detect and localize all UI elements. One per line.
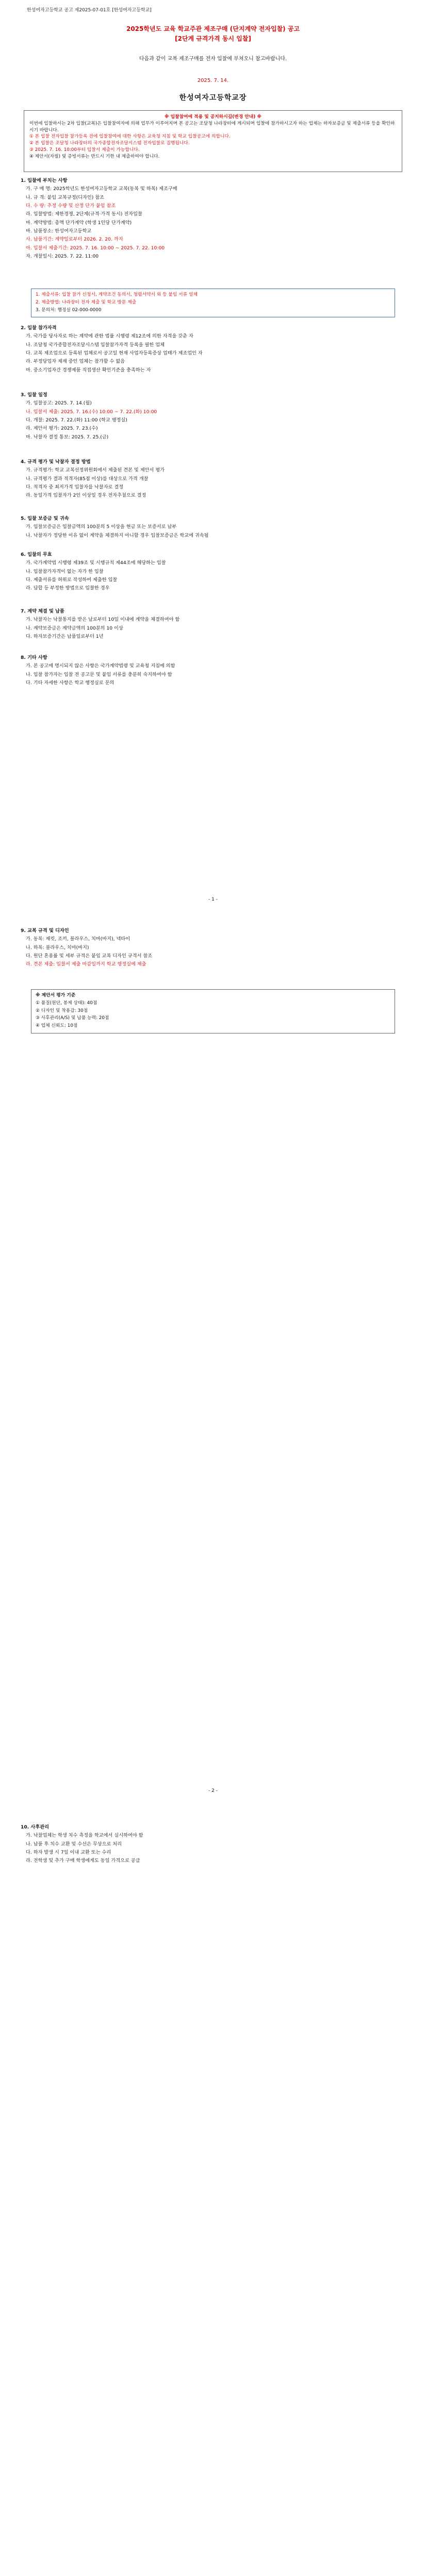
section-item: 다. 하자보증기간은 납품일로부터 1년 <box>26 634 104 640</box>
notice-box-line: ④ 제안서(자필) 및 증빙서류는 반드시 기한 내 제출하여야 합니다. <box>29 154 160 159</box>
section-7 <box>21 608 402 641</box>
info-line: 3. 문의처: 행정실 02-000-0000 <box>36 307 102 313</box>
section-item: 가. 입찰공고: 2025. 7. 14.(월) <box>26 400 92 406</box>
section-item: 라. 동일가격 입찰자가 2인 이상일 경우 전자추첨으로 결정 <box>26 493 146 499</box>
section-item: 나. 규격평가 결과 적격자(85점 이상)를 대상으로 가격 개찰 <box>26 476 149 482</box>
title-line-2: [2단계 규격가격 동시 입찰] <box>175 35 251 43</box>
section-1 <box>21 177 402 261</box>
intro-text: 다음과 같이 교복 제조구매를 전자 입찰에 부쳐오니 참고바랍니다. <box>139 56 287 62</box>
section-item: 가. 낙찰업체는 학생 치수 측정을 학교에서 실시하여야 함 <box>26 1833 143 1839</box>
page-number: - 2 - <box>208 1788 218 1793</box>
section-item: 바. 납품장소: 한성여자고등학교 <box>26 228 92 234</box>
section-item: 나. 하복: 블라우스, 치마(바지) <box>26 944 89 951</box>
info-box-blue <box>31 289 395 317</box>
section-item: 아. 입찰서 제출기간: 2025. 7. 16. 10:00 ~ 2025. 7. 22. 10:00 <box>26 245 165 251</box>
note-line: ④ 업체 신뢰도: 10점 <box>36 1023 78 1028</box>
section-10 <box>21 1824 402 1866</box>
section-title: 9. 교복 규격 및 디자인 <box>21 928 69 934</box>
section-title: 10. 사후관리 <box>21 1824 49 1830</box>
title-block <box>0 25 426 44</box>
section-title: 1. 입찰에 부치는 사항 <box>21 178 68 183</box>
section-8 <box>21 654 402 688</box>
notice-box-line: ② 본 입찰은 조달청 나라장터의 국가종합전자조달시스템 전자입찰로 집행됩니다. <box>29 141 190 146</box>
section-item: 라. 전학생 및 추가 구매 학생에게도 동일 가격으로 공급 <box>26 1858 140 1864</box>
section-item: 다. 개찰: 2025. 7. 22.(화) 11:00 (학교 행정실) <box>26 417 127 423</box>
section-5 <box>21 515 402 540</box>
section-item: 라. 부정당업자 제재 중인 업체는 참가할 수 없음 <box>26 359 125 365</box>
title-line-1: 2025학년도 교육 학교주관 제조구매 (단지계약 전자입찰) 공고 <box>126 25 300 32</box>
section-item: 사. 납품기간: 계약일로부터 2026. 2. 20. 까지 <box>26 236 123 243</box>
section-title: 5. 입찰 보증금 및 귀속 <box>21 516 69 521</box>
notice-box-line: ① 본 입찰 전자입찰 참가등록 전에 입찰참여에 대한 사항은 교육청 지침 및 학교 입찰공고에 의합니다. <box>29 134 231 140</box>
note-line: ③ 사후관리(A/S) 및 납품 능력: 20점 <box>36 1015 109 1021</box>
evaluation-box <box>31 989 395 1033</box>
section-item: 가. 국가계약법 시행령 제39조 및 시행규칙 제44조에 해당하는 입찰 <box>26 560 166 566</box>
info-line: 2. 제출방법: 나라장터 전자 제출 및 학교 방문 제출 <box>36 299 137 305</box>
notice-box <box>24 110 402 172</box>
section-6 <box>21 551 402 594</box>
section-item: 나. 계약보증금은 계약금액의 100분의 10 이상 <box>26 625 123 631</box>
section-title: 8. 기타 사항 <box>21 655 47 660</box>
section-item: 다. 수 량: 추정 수량 및 산정 단가 붙임 참조 <box>26 203 116 209</box>
section-item: 나. 낙찰자가 정당한 이유 없이 계약을 체결하지 아니할 경우 입찰보증금은 학교에 귀속됨 <box>26 532 209 538</box>
section-item: 자. 개찰일시: 2025. 7. 22. 11:00 <box>26 253 99 260</box>
section-item: 라. 담합 등 부정한 방법으로 입찰한 경우 <box>26 585 110 591</box>
section-item: 라. 입찰방법: 제한경쟁, 2단계(규격·가격 동시) 전자입찰 <box>26 211 142 217</box>
section-item: 가. 낙찰자는 낙찰통지를 받은 날로부터 10일 이내에 계약을 체결하여야 함 <box>26 617 180 623</box>
section-9 <box>21 927 402 970</box>
section-title: 2. 입찰 참가자격 <box>21 325 57 331</box>
section-item: 가. 구 매 명: 2025학년도 한성여자고등학교 교복(동복 및 하복) 제조구매 <box>26 186 177 192</box>
notice-box-line: ③ 2025. 7. 16. 10:00부터 입찰서 제출이 가능합니다. <box>29 147 140 152</box>
section-2 <box>21 325 402 375</box>
section-item: 나. 조달청 국가종합전자조달시스템 입찰참가자격 등록을 필한 업체 <box>26 342 165 348</box>
section-item: 다. 하자 발생 시 7일 이내 교환 또는 수리 <box>26 1850 111 1856</box>
section-item: 라. 제안서 평가: 2025. 7. 23.(수) <box>26 426 98 432</box>
section-item: 가. 동복: 재킷, 조끼, 블라우스, 치마(바지), 넥타이 <box>26 936 130 942</box>
section-item: 나. 납품 후 치수 교환 및 수선은 무상으로 처리 <box>26 1841 122 1847</box>
section-item: 마. 계약방법: 총액 단가계약 (학생 1인당 단가계약) <box>26 219 132 226</box>
section-item: 나. 입찰 참가자는 입찰 전 공고문 및 붙임 서류를 충분히 숙지하여야 함 <box>26 671 172 677</box>
section-item: 다. 제출서류를 허위로 작성하여 제출한 입찰 <box>26 577 118 583</box>
section-item: 가. 국가를 당사자로 하는 계약에 관한 법률 시행령 제12조에 의한 자격을 갖춘 자 <box>26 333 193 340</box>
section-4 <box>21 459 402 501</box>
section-item: 다. 적격자 중 최저가격 입찰자를 낙찰자로 결정 <box>26 484 124 490</box>
section-item: 나. 입찰서 제출: 2025. 7. 16.(수) 10:00 ~ 7. 22.(화) 10:00 <box>26 409 157 415</box>
section-item: 가. 본 공고에 명시되지 않은 사항은 국가계약법령 및 교육청 지침에 의함 <box>26 663 175 669</box>
section-item: 나. 규 격: 붙임 교복규정(디자인) 참조 <box>26 194 105 200</box>
note-line: ① 품질(원단, 봉제 상태): 40점 <box>36 1000 97 1006</box>
section-title: 4. 규격 평가 및 낙찰자 결정 방법 <box>21 459 91 465</box>
note-line: ※ 제안서 평가 기준 <box>36 993 76 998</box>
section-item: 다. 원단 혼용률 및 세부 규격은 붙임 교복 디자인 규격서 참조 <box>26 953 153 959</box>
section-item: 마. 중소기업자간 경쟁제품 직접생산 확인기준을 충족하는 자 <box>26 367 151 373</box>
section-item: 라. 견본 제출: 입찰서 제출 마감일까지 학교 행정실에 제출 <box>26 961 146 968</box>
section-3 <box>21 392 402 442</box>
section-title: 6. 입찰의 무효 <box>21 552 52 557</box>
section-item: 나. 입찰참가자격이 없는 자가 한 입찰 <box>26 568 104 574</box>
section-item: 가. 입찰보증금은 입찰금액의 100분의 5 이상을 현금 또는 보증서로 납부 <box>26 524 177 530</box>
section-title: 7. 계약 체결 및 납품 <box>21 608 64 614</box>
school-name: 한성여자고등학교장 <box>179 94 247 102</box>
header-text: 한성여자고등학교 공고 제2025-07-01호 [한성여자고등학교] <box>27 8 152 13</box>
document-header <box>27 7 405 14</box>
note-line: ② 디자인 및 착용감: 30점 <box>36 1008 88 1013</box>
notice-date: 2025. 7. 14. <box>197 78 229 83</box>
notice-box-line: 이번에 입찰하시는 2차 입찰(교복)은 입찰참여자에 의해 업무가 이루어지며 본 공고는 조달청 나라장터에 게시되며 입찰에 참가하시고자 하는 업체는 하자보증금 및 제출서류 등을 확인하시기 바랍니다. <box>29 121 395 133</box>
section-item: 다. 기타 자세한 사항은 학교 행정실로 문의 <box>26 680 114 686</box>
section-item: 다. 교복 제조업으로 등록된 업체로서 공고일 현재 사업자등록증상 업태가 제조업인 자 <box>26 350 203 357</box>
page-number: - 1 - <box>208 897 218 902</box>
notice-box-heading: ※ 입찰참여에 적용 및 공지하시길(변경 안내) ※ <box>165 114 261 120</box>
section-item: 마. 낙찰자 결정 통보: 2025. 7. 25.(금) <box>26 434 109 440</box>
section-item: 가. 규격평가: 학교 교복선정위원회에서 제출된 견본 및 제안서 평가 <box>26 467 165 473</box>
info-line: 1. 제출서류: 입찰 참가 신청서, 계약조건 동의서, 청렴서약서 외 등 붙임 서류 일체 <box>36 292 198 297</box>
section-title: 3. 입찰 일정 <box>21 392 47 398</box>
